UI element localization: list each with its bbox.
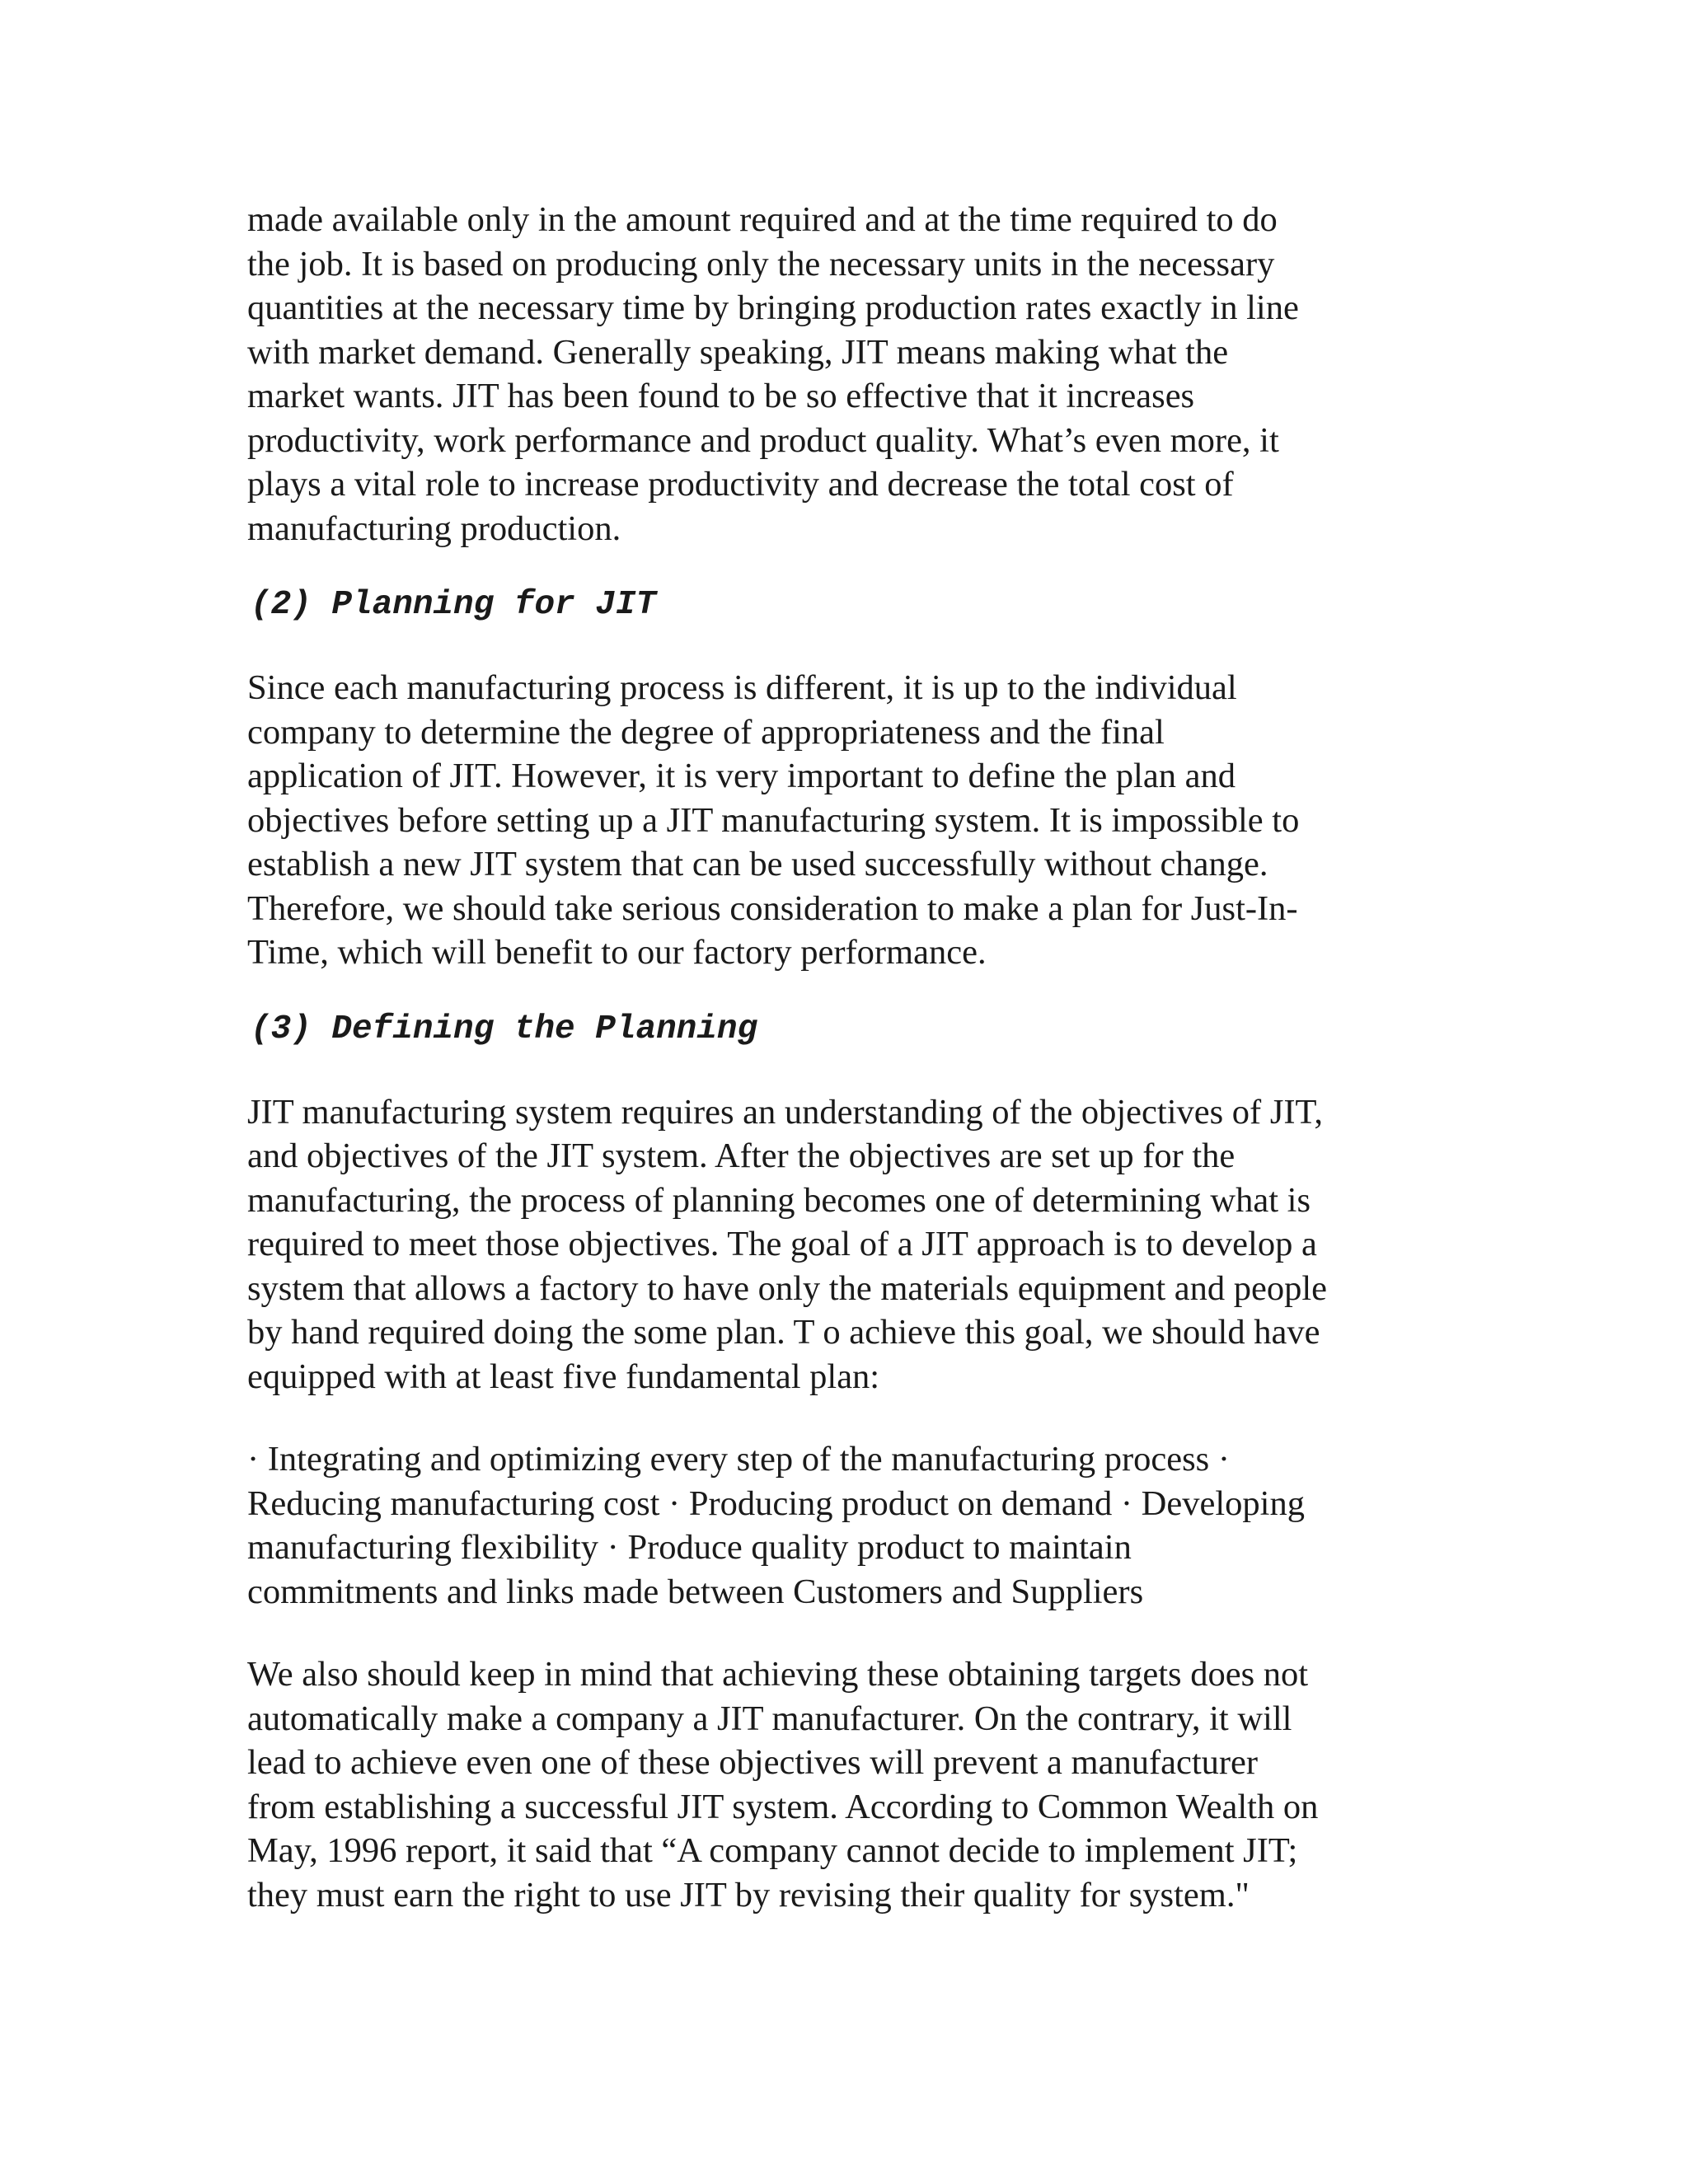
text-line: by hand required doing the some plan. T o achieve this goal, we should have (247, 1313, 1320, 1352)
text-line: plays a vital role to increase productivity and decrease the total cost of (247, 465, 1234, 504)
text-line: commitments and links made between Customers and Suppliers (247, 1572, 1144, 1611)
text-line: manufacturing production. (247, 509, 621, 548)
paragraph-planning (247, 666, 1467, 975)
text-line: application of JIT. However, it is very important to define the plan and (247, 757, 1236, 795)
text-line: Reducing manufacturing cost · Producing product on demand · Developing (247, 1483, 1305, 1523)
text-line: automatically make a company a JIT manufacturer. On the contrary, it will (247, 1699, 1292, 1738)
text-line: equipped with at least five fundamental plan: (247, 1357, 880, 1396)
text-line: JIT manufacturing system requires an understanding of the objectives of JIT, (247, 1092, 1323, 1132)
text-line: from establishing a successful JIT system. According to Common Wealth on (247, 1787, 1319, 1826)
section-heading-defining: (3) Defining the Planning (251, 1010, 758, 1048)
text-line: manufacturing, the process of planning becomes one of determining what is (247, 1180, 1311, 1220)
text-line: Therefore, we should take serious consideration to make a plan for Just-In- (247, 888, 1298, 928)
text-line: the job. It is based on producing only the necessary units in the necessary (247, 244, 1275, 284)
text-line: productivity, work performance and product quality. What’s even more, it (247, 420, 1279, 460)
text-line: made available only in the amount required and at the time required to do (247, 200, 1278, 239)
text-line: required to meet those objectives. The goal of a JIT approach is to develop a (247, 1225, 1317, 1263)
text-line: and objectives of the JIT system. After the objectives are set up for the (247, 1137, 1236, 1175)
text-line: company to determine the degree of appropriateness and the final (247, 712, 1165, 752)
text-line: establish a new JIT system that can be used successfully without change. (247, 845, 1268, 883)
text-line: system that allows a factory to have only the materials equipment and people (247, 1268, 1328, 1308)
text-line: market wants. JIT has been found to be so effective that it increases (247, 377, 1195, 415)
text-line: objectives before setting up a JIT manufacturing system. It is impossible to (247, 800, 1300, 840)
document-body (247, 198, 1467, 1917)
paragraph-fundamental-plans (247, 1437, 1467, 1614)
paragraph-defining (247, 1090, 1467, 1399)
text-line: We also should keep in mind that achieving these obtaining targets does not (247, 1655, 1309, 1694)
text-line: with market demand. Generally speaking, JIT means making what the (247, 332, 1229, 372)
text-line: Since each manufacturing process is different, it is up to the individual (247, 668, 1237, 707)
paragraph-conclusion (247, 1652, 1467, 1917)
text-line: · Integrating and optimizing every step of the manufacturing process · (247, 1440, 1230, 1479)
text-line: May, 1996 report, it said that “A company cannot decide to implement JIT; (247, 1831, 1298, 1870)
text-line: quantities at the necessary time by bringing production rates exactly in line (247, 288, 1299, 327)
section-heading-planning: (2) Planning for JIT (251, 586, 657, 624)
text-line: Time, which will benefit to our factory performance. (247, 933, 987, 972)
text-line: they must earn the right to use JIT by revising their quality for system." (247, 1875, 1250, 1915)
text-line: lead to achieve even one of these objectives will prevent a manufacturer (247, 1743, 1259, 1782)
text-line: manufacturing flexibility · Produce quality product to maintain (247, 1528, 1132, 1567)
paragraph-jit-definition (247, 198, 1467, 551)
